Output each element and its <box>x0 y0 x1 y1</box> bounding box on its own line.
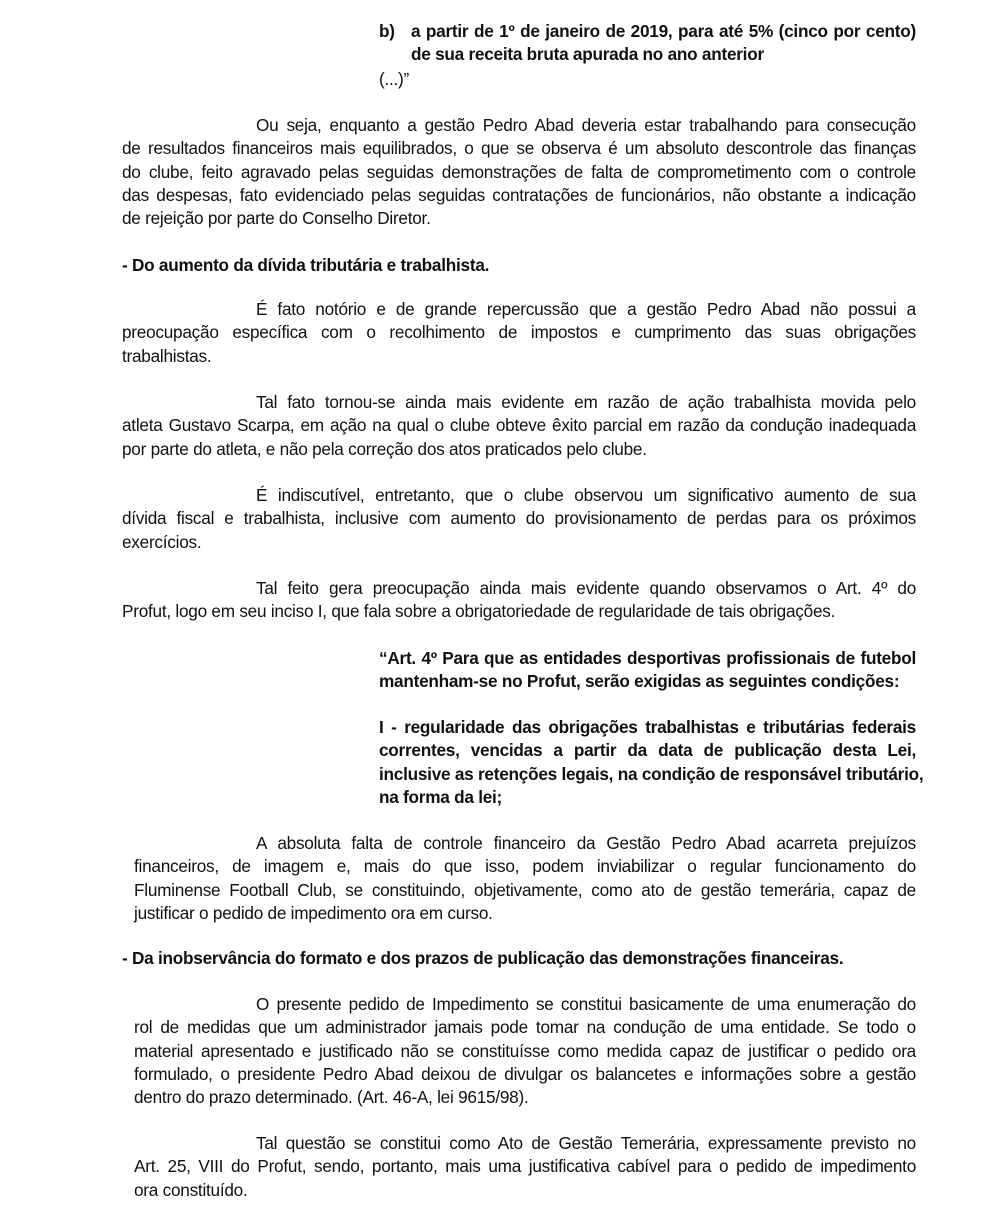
quote-line: mantenham-se no Profut, serão exigidas as seguintes condições: <box>379 671 900 692</box>
paragraph-line: É indiscutível, entretanto, que o clube observou um significativo aumento de sua <box>256 485 916 505</box>
paragraph-1 <box>122 114 916 230</box>
paragraph-4 <box>122 484 916 554</box>
quote-line: correntes, vencidas a partir da data de publicação desta Lei, <box>379 740 916 761</box>
paragraph-line: do clube, feito agravado pelas seguidas demonstrações de falta de comprometimento com o controle <box>122 161 916 182</box>
paragraph-3 <box>122 391 916 461</box>
quote-closing: (...)” <box>379 69 409 89</box>
paragraph-line: preocupação específica com o recolhimento de impostos e cumprimento das suas obrigações <box>122 322 916 343</box>
section-heading-publication: - Da inobservância do formato e dos prazos de publicação das demonstrações financeiras. <box>122 948 844 968</box>
quote-line: “Art. 4º Para que as entidades desportivas profissionais de futebol <box>379 648 916 668</box>
paragraph-line: das despesas, fato evidenciado pelas seguidas contratações de funcionários, não obstante a indicação <box>122 184 916 205</box>
paragraph-line: Art. 25, VIII do Profut, sendo, portanto, mais uma justificativa cabível para o pedido de impedimento <box>134 1156 916 1177</box>
paragraph-6 <box>134 832 916 925</box>
paragraph-line: É fato notório e de grande repercussão que a gestão Pedro Abad não possui a <box>256 299 916 319</box>
paragraph-line: Fluminense Football Club, se constituindo, objetivamente, como ato de gestão temerária, capaz de <box>134 879 916 900</box>
paragraph-line: ora constituído. <box>134 1179 248 1200</box>
paragraph-line: Tal fato tornou-se ainda mais evidente em razão de ação trabalhista movida pelo <box>256 392 916 412</box>
quote-line: na forma da lei; <box>379 786 503 807</box>
paragraph-line: dentro do prazo determinado. (Art. 46-A, lei 9615/98). <box>134 1087 529 1108</box>
section-heading-debt: - Do aumento da dívida tributária e trabalhista. <box>122 255 490 275</box>
paragraph-5 <box>122 577 916 624</box>
paragraph-line: formulado, o presidente Pedro Abad deixou de divulgar os balancetes e informações sobre a gestão <box>134 1063 916 1084</box>
paragraph-7 <box>134 993 916 1109</box>
quote-item-b-text <box>411 20 916 67</box>
paragraph-line: Profut, logo em seu inciso I, que fala sobre a obrigatoriedade de regularidade de tais obrigações. <box>122 601 836 622</box>
paragraph-line: exercícios. <box>122 531 202 552</box>
quote-line: a partir de 1º de janeiro de 2019, para até 5% (cinco por cento) <box>411 21 916 41</box>
paragraph-line: por parte do atleta, e não pela correção dos atos praticados pelo clube. <box>122 438 647 459</box>
paragraph-2 <box>122 298 916 368</box>
paragraph-line: material apresentado e justificado não se constituísse como medida capaz de justificar o pedido ora <box>134 1040 916 1061</box>
quote-item-b <box>379 20 395 43</box>
quote-line: de sua receita bruta apurada no ano anterior <box>411 44 764 65</box>
quote-line: inclusive as retenções legais, na condição de responsável tributário, <box>379 763 924 784</box>
quote-inciso-i <box>379 716 924 809</box>
quote-art-4 <box>379 647 916 694</box>
paragraph-line: de rejeição por parte do Conselho Diretor. <box>122 208 431 229</box>
paragraph-line: Ou seja, enquanto a gestão Pedro Abad deveria estar trabalhando para consecução <box>256 115 916 135</box>
paragraph-line: trabalhistas. <box>122 345 212 366</box>
paragraph-8 <box>134 1132 916 1202</box>
paragraph-line: financeiros, de imagem e, mais do que isso, podem inviabilizar o regular funcionamento do <box>134 856 916 877</box>
paragraph-line: de resultados financeiros mais equilibrados, o que se observa é um absoluto descontrole das finanças <box>122 138 916 159</box>
paragraph-line: dívida fiscal e trabalhista, inclusive com aumento do provisionamento de perdas para os próximos <box>122 508 916 529</box>
paragraph-line: A absoluta falta de controle financeiro da Gestão Pedro Abad acarreta prejuízos <box>256 833 916 853</box>
paragraph-line: O presente pedido de Impedimento se constitui basicamente de uma enumeração do <box>256 994 916 1014</box>
quote-line: I - regularidade das obrigações trabalhistas e tributárias federais <box>379 717 916 737</box>
paragraph-line: Tal feito gera preocupação ainda mais evidente quando observamos o Art. 4º do <box>256 578 916 598</box>
paragraph-line: rol de medidas que um administrador jamais pode tomar na condução de uma entidade. Se todo o <box>134 1017 916 1038</box>
quote-marker: b) <box>379 21 395 41</box>
paragraph-line: atleta Gustavo Scarpa, em ação na qual o clube obteve êxito parcial em razão da condução inadequada <box>122 415 916 436</box>
paragraph-line: justificar o pedido de impedimento ora em curso. <box>134 902 493 923</box>
paragraph-line: Tal questão se constitui como Ato de Gestão Temerária, expressamente previsto no <box>256 1133 916 1153</box>
